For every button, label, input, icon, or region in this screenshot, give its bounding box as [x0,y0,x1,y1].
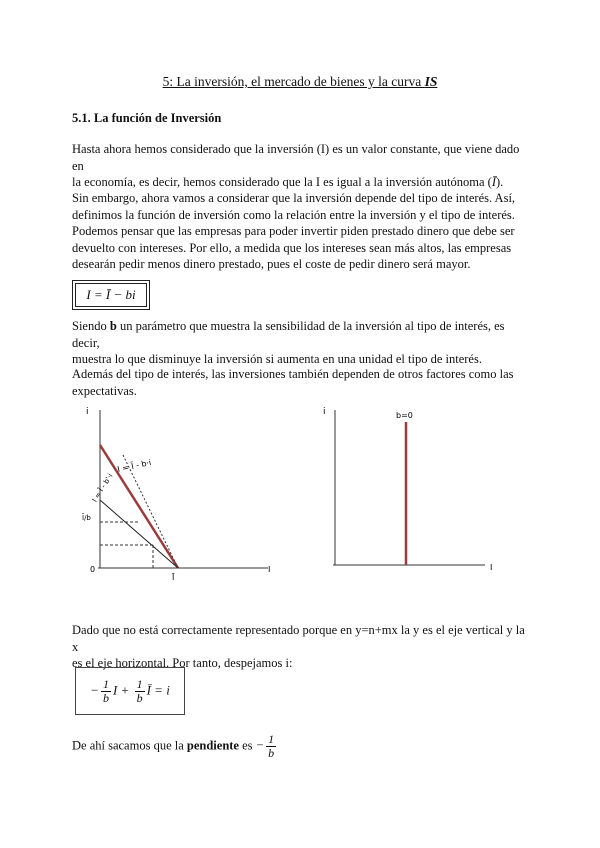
g1-line-label: I = Ī - b·i [116,458,152,474]
parameter-line-2: muestra lo que disminuye la inversión si aumenta en una unidad el tipo de interés. [72,352,482,366]
g1-line-dashed [123,455,178,568]
page-title: 5: La inversión, el mercado de bienes y la curva IS [162,74,438,89]
solved-equation-box [75,667,185,715]
dependence-line-3: Podemos pensar que las empresas para poder invertir piden prestado dinero que debe ser [72,224,515,238]
g1-x-label: I [268,565,271,574]
paragraph-expectations [72,366,532,399]
paragraph-solve [72,622,532,672]
solve-line-2: es el eje horizontal. Por tanto, despejamos i: [72,656,293,670]
investment-function-graph [78,400,278,585]
solved-equation: − $\frac{1}{b}$ I + $\frac{1}{b}$ Ī = i [90,676,170,705]
slope-keyword: pendiente [186,738,239,753]
dependence-line-4: devuelto con intereses. Por ello, a medida que los intereses sean más altos, las empresas [72,240,512,255]
paragraph-slope: De ahí sacamos que la pendiente es − $\frac{1}{b}$ [72,733,532,760]
investment-equation: I = Ī − bi [86,287,136,302]
paragraph-dependence [72,190,532,273]
investment-equation-box [75,283,147,307]
solve-line-1: Dado que no está correctamente representado porque en y=n+mx la y es el eje vertical y la x [72,623,525,654]
title-is: IS [424,74,438,89]
slope-value: − $\frac{1}{b}$ [255,732,275,760]
dependence-line-2: definimos la función de inversión como la relación entre la inversión y el tipo de interés. [72,207,515,222]
g2-line-label: b=0 [396,411,413,420]
expectations-line-1: Además del tipo de interés, las inversiones también dependen de otros factores como las [72,367,514,381]
g1-line-flat [100,500,178,568]
g1-y-label: i [86,407,89,417]
g1-origin: 0 [90,565,96,574]
intro-line-2: la economía, es decir, hemos considerado que la I es igual a la inversión autónoma (Ī). [72,175,504,189]
intro-line-1: Hasta ahora hemos considerado que la inversión (I) es un valor constante, que viene dado en [72,142,520,173]
g1-x-intercept: Ī [172,573,175,582]
vertical-investment-graph [320,400,520,585]
g1-y-intercept: Ī/b [82,514,91,522]
expectations-line-2: expectativas. [72,383,137,398]
g1-line2-label: I = Ī - b'·i [90,472,115,504]
g2-y-label: i [323,407,326,417]
dependence-line-5: desearán pedir menos dinero prestado, pues el coste de pedir dinero será mayor. [72,257,471,271]
dependence-line-1: Sin embargo, ahora vamos a considerar que la inversión depende del tipo de interés. Así, [72,191,516,205]
parameter-line-1: Siendo b un parámetro que muestra la sensibilidad de la inversión al tipo de interés, es decir, [72,319,505,350]
paragraph-intro [72,141,532,191]
paragraph-parameter [72,318,532,368]
section-heading: 5.1. La función de Inversión [72,111,222,125]
g2-x-label: I [490,563,493,572]
